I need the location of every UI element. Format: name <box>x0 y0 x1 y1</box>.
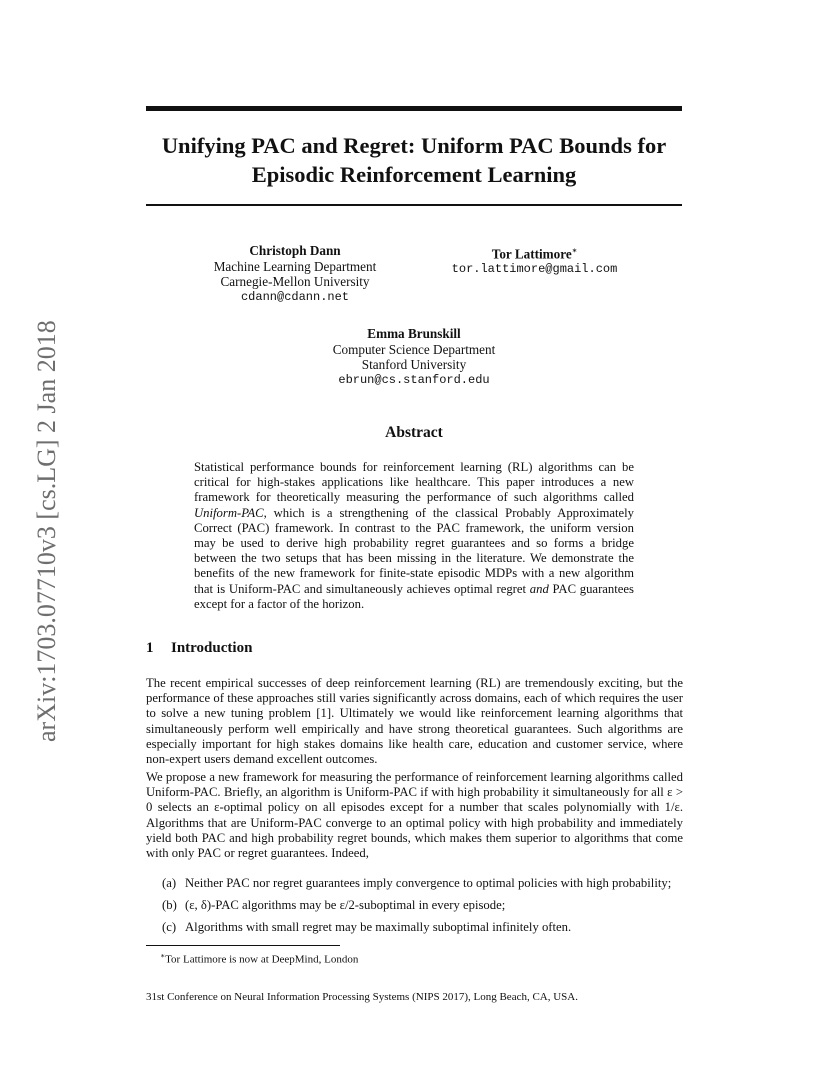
list-label: (a) <box>162 876 177 890</box>
abstract-text: Statistical performance bounds for reinforcement learning (RL) algorithms can be critical for high-stakes applications like healthcare. This paper introduces a new framework for theoretically measuring the performance of such algorithms called <box>194 460 634 505</box>
author-block-lattimore <box>432 243 637 277</box>
abstract-body <box>194 460 634 612</box>
author-affiliation: Machine Learning Department <box>213 258 377 274</box>
section-heading <box>146 640 252 657</box>
author-name: Tor Lattimore <box>491 246 572 262</box>
title-line-1: Unifying PAC and Regret: Uniform PAC Bounds for <box>161 133 667 158</box>
author-affiliation: Carnegie-Mellon University <box>220 274 370 289</box>
author-block-dann <box>190 243 400 305</box>
abstract-heading: Abstract <box>385 424 443 441</box>
author-name: Emma Brunskill <box>367 326 461 341</box>
arxiv-stamp: arXiv:1703.07710v3 [cs.LG] 2 Jan 2018 <box>32 320 61 742</box>
footnote <box>160 949 358 967</box>
list-text: Algorithms with small regret may be maximally suboptimal infinitely often. <box>185 920 572 934</box>
author-affiliation: Computer Science Department <box>332 341 496 357</box>
author-email[interactable]: cdann@cdann.net <box>240 289 350 304</box>
footnote-mark[interactable]: ∗ <box>571 246 578 255</box>
intro-paragraph-1: The recent empirical successes of deep reinforcement learning (RL) are tremendously exciting, but the performance of these approaches still varies significantly across domains, each of which requires the user to solve a new tuning problem [1]. Ultimately we would like reinforcement learning algorithms that simultaneously perform well empirically and have strong theoretical guarantees. Such algorithms are especially important for high stakes domains like health care, education and customer service, where non-expert users demand excellent outcomes. <box>146 676 683 767</box>
intro-paragraph-2: We propose a new framework for measuring the performance of reinforcement learning algorithms called Uniform-PAC. Briefly, an algorithm is Uniform-PAC if with high probability it simultaneously for all ε > 0 selects an ε-optimal policy on all episodes except for a number that scales polynomially with 1/ε. Algorithms that are Uniform-PAC converge to an optimal policy with high probability and immediately yield both PAC and high probability regret bounds, which makes them superior to algorithms that come with only PAC or regret guarantees. Indeed, <box>146 770 683 861</box>
title-top-rule <box>146 106 682 111</box>
footnote-rule <box>146 945 340 946</box>
author-email[interactable]: tor.lattimore@gmail.com <box>451 261 618 276</box>
title-line-2: Episodic Reinforcement Learning <box>251 162 577 187</box>
section-number: 1 <box>146 640 154 656</box>
abstract-italic: and <box>529 581 549 596</box>
author-name: Christoph Dann <box>249 243 341 258</box>
section-title: Introduction <box>171 640 253 656</box>
list-label: (c) <box>162 920 177 934</box>
abstract-italic: Uniform-PAC <box>194 505 264 520</box>
footnote-mark: ∗ <box>160 951 166 960</box>
paper-title <box>100 131 728 189</box>
list-text: (ε, δ)-PAC algorithms may be ε/2-suboptimal in every episode; <box>185 898 506 912</box>
list-text: Neither PAC nor regret guarantees imply convergence to optimal policies with high probability; <box>185 876 672 890</box>
title-bottom-rule <box>146 204 682 206</box>
author-block-brunskill <box>304 326 524 388</box>
list-item <box>162 920 571 935</box>
list-item <box>162 898 505 913</box>
list-item <box>162 876 671 891</box>
author-email[interactable]: ebrun@cs.stanford.edu <box>338 372 490 387</box>
author-affiliation: Stanford University <box>361 357 467 372</box>
list-label: (b) <box>162 898 177 912</box>
footnote-text: Tor Lattimore is now at DeepMind, London <box>165 953 359 966</box>
conference-notice: 31st Conference on Neural Information Processing Systems (NIPS 2017), Long Beach, CA, USA. <box>146 991 578 1003</box>
abstract-text: PAC guarantees except for a factor of the horizon. <box>194 581 634 611</box>
abstract-text: , which is a strengthening of the classical Probably Approximately Correct (PAC) framework. In contrast to the PAC framework, the uniform version may be used to derive high probability regret guarantees and so forms a bridge between the two setups that has been missing in the literature. We demonstrate the benefits of the new framework for finite-state episodic MDPs with a new algorithm that is Uniform-PAC and simultaneously achieves optimal regret <box>194 505 634 596</box>
